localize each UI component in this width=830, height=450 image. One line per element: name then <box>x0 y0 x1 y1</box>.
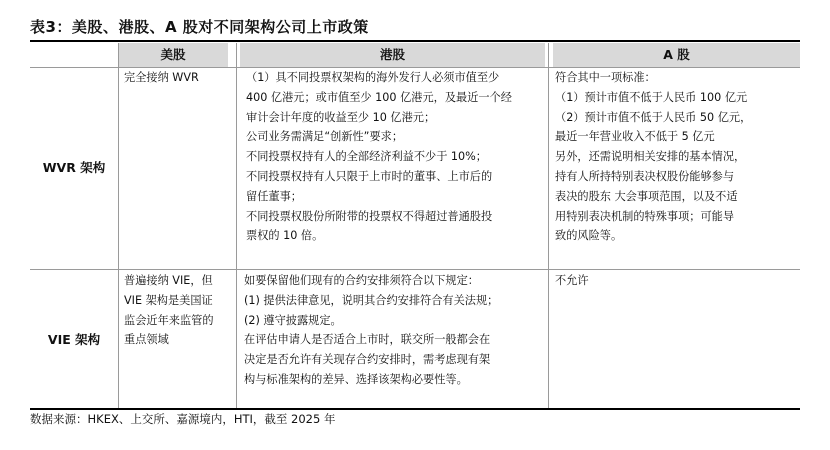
row-label-wvr: WVR 架构 <box>42 160 106 175</box>
cell-line: （1）具不同投票权架构的海外发行人必须市值至少 <box>246 71 500 84</box>
column-header-hk: 港股 <box>379 47 405 62</box>
cell-line: （1）预计市值不低于人民币 100 亿元 <box>555 90 748 104</box>
cell-line: 不同投票权持有人只限于上市时的董事、上市后的 <box>246 169 493 183</box>
cell-wvr-hk <box>246 68 512 246</box>
cell-line: (1) 提供法律意见，说明其合约安排符合有关法规； <box>244 293 499 307</box>
cell-line: (2) 遵守披露规定。 <box>244 313 342 327</box>
cell-line: 如要保留他们现有的合约安排须符合以下规定： <box>244 274 479 287</box>
column-header-a: A 股 <box>663 47 690 62</box>
cell-line: 完全接纳 WVR <box>124 71 199 84</box>
cell-line: VIE 架构是美国证 <box>124 293 213 307</box>
cell-line: 在评估申请人是否适合上市时，联交所一般都会在 <box>244 333 491 347</box>
cell-line: 另外，还需说明相关安排的基本情况， <box>555 150 746 164</box>
cell-vie-hk <box>244 271 498 390</box>
column-divider <box>236 43 237 408</box>
cell-line: 不允许 <box>555 274 589 287</box>
cell-line: 普遍接纳 VIE，但 <box>124 274 213 287</box>
cell-line: 留任董事； <box>246 189 302 203</box>
cell-line: 票权的 10 倍。 <box>246 229 324 243</box>
cell-line: 致的风险等。 <box>555 229 623 243</box>
cell-line: 构与标准架构的差异、选择该架构必要性等。 <box>244 372 468 386</box>
cell-vie-us <box>124 271 214 350</box>
table-top-rule <box>30 40 800 42</box>
column-divider <box>548 43 549 408</box>
cell-line: 审计会计年度的收益至少 10 亿港元； <box>246 110 436 124</box>
cell-line: 400 亿港元；或市值至少 100 亿港元，及最近一个经 <box>246 90 512 104</box>
cell-line: 持有人所持特别表决权股份能够参与 <box>555 169 735 183</box>
row-divider <box>30 269 800 270</box>
cell-line: （2）预计市值不低于人民币 50 亿元， <box>555 110 752 124</box>
column-divider <box>118 43 119 408</box>
row-label-vie: VIE 架构 <box>47 332 101 347</box>
cell-line: 不同投票权股份所附带的投票权不得超过普通股投 <box>246 209 493 223</box>
cell-line: 不同投票权持有人的全部经济利益不少于 10%； <box>246 150 487 164</box>
cell-line: 用特别表决机制的特殊事项；可能导 <box>555 209 735 223</box>
cell-line: 表决的股东 大会事项范围，以及不适 <box>555 189 738 203</box>
cell-vie-a <box>555 271 589 291</box>
cell-line: 监会近年来监管的 <box>124 313 214 327</box>
table-bottom-rule <box>30 408 800 410</box>
table-title: 表3：美股、港股、A 股对不同架构公司上市政策 <box>30 18 369 36</box>
cell-line: 重点领域 <box>124 333 169 347</box>
source-note: 数据来源：HKEX、上交所、嘉源境内，HTI，截至 2025 年 <box>30 412 336 426</box>
cell-wvr-us <box>124 68 199 88</box>
cell-wvr-a <box>555 68 751 246</box>
cell-line: 符合其中一项标准： <box>555 71 656 84</box>
cell-line: 最近一年营业收入不低于 5 亿元 <box>555 130 715 144</box>
cell-line: 公司业务需满足“创新性”要求； <box>246 130 404 144</box>
cell-line: 决定是否允许有关现存合约安排时，需考虑现有架 <box>244 353 491 367</box>
column-header-us: 美股 <box>160 47 186 62</box>
